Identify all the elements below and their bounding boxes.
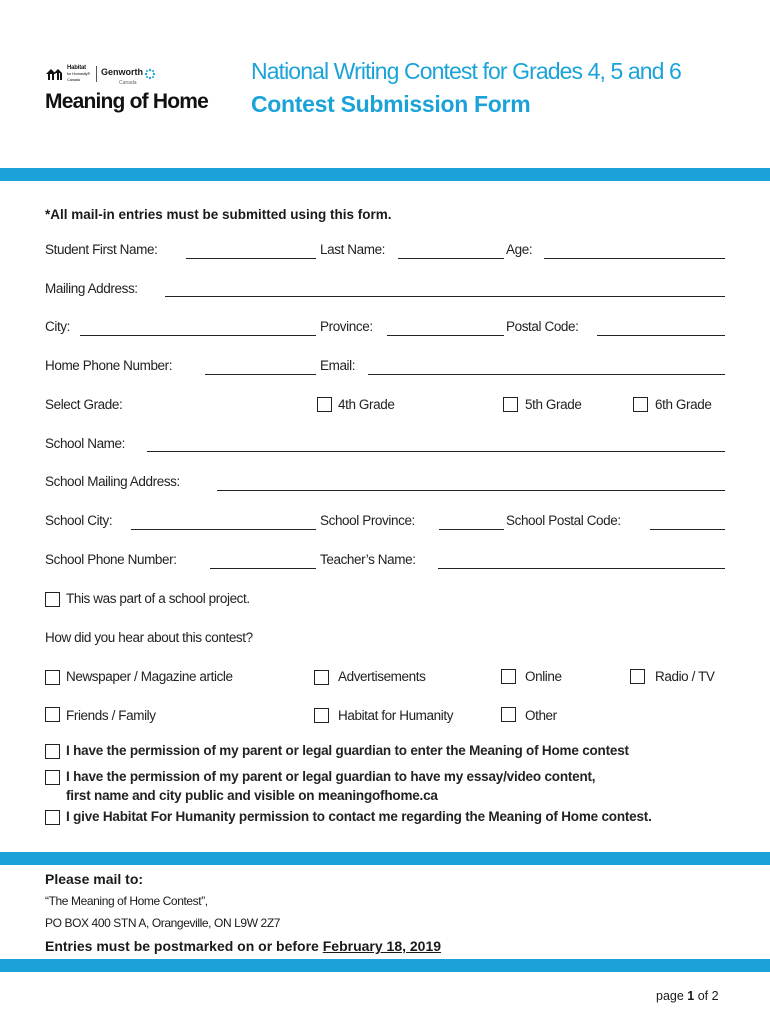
grade-6-label: 6th Grade — [655, 397, 712, 412]
postal-code-field[interactable] — [597, 335, 725, 336]
habitat-house-icon — [45, 67, 65, 81]
age-label: Age: — [506, 242, 533, 257]
school-phone-label: School Phone Number: — [45, 552, 177, 567]
mail-in-notice: *All mail-in entries must be submitted using this form. — [45, 207, 392, 222]
select-grade-label: Select Grade: — [45, 397, 123, 412]
form-subtitle: Contest Submission Form — [251, 91, 531, 117]
school-mailing-field[interactable] — [217, 490, 725, 491]
school-project-checkbox[interactable] — [45, 592, 60, 607]
email-field[interactable] — [368, 374, 725, 375]
first-name-field[interactable] — [186, 258, 316, 259]
school-postal-label: School Postal Code: — [506, 513, 621, 528]
friends-family-checkbox[interactable] — [45, 707, 60, 722]
first-name-label: Student First Name: — [45, 242, 158, 257]
online-label: Online — [525, 669, 562, 684]
permission-enter-label: I have the permission of my parent or legal guardian to enter the Meaning of Home contest — [66, 743, 629, 758]
teacher-name-field[interactable] — [438, 568, 725, 569]
middle-band — [0, 852, 770, 865]
permission-enter-checkbox[interactable] — [45, 744, 60, 759]
newspaper-label: Newspaper / Magazine article — [66, 669, 233, 684]
advertisements-label: Advertisements — [338, 669, 426, 684]
school-mailing-label: School Mailing Address: — [45, 474, 180, 489]
postal-code-label: Postal Code: — [506, 319, 579, 334]
last-name-field[interactable] — [398, 258, 504, 259]
genworth-flower-icon — [144, 68, 156, 80]
school-project-label: This was part of a school project. — [66, 591, 250, 606]
deadline-prefix: Entries must be postmarked on or before — [45, 938, 319, 954]
school-city-label: School City: — [45, 513, 113, 528]
school-name-label: School Name: — [45, 436, 125, 451]
permission-public-label-line1: I have the permission of my parent or legal guardian to have my essay/video content, — [66, 769, 596, 784]
advertisements-checkbox[interactable] — [314, 670, 329, 685]
school-postal-field[interactable] — [650, 529, 725, 530]
page-number: page 1 of 2 — [656, 989, 719, 1003]
habitat-checkbox[interactable] — [314, 708, 329, 723]
school-province-label: School Province: — [320, 513, 415, 528]
radio-tv-label: Radio / TV — [655, 669, 715, 684]
school-province-field[interactable] — [439, 529, 504, 530]
grade-6-checkbox[interactable] — [633, 397, 648, 412]
province-field[interactable] — [387, 335, 504, 336]
logo-row — [45, 62, 156, 86]
permission-contact-checkbox[interactable] — [45, 810, 60, 825]
mailing-address-field[interactable] — [165, 296, 725, 297]
radio-tv-checkbox[interactable] — [630, 669, 645, 684]
mailing-address-label: Mailing Address: — [45, 281, 138, 296]
genworth-logo: Genworth Canada — [101, 67, 143, 86]
email-label: Email: — [320, 358, 356, 373]
other-checkbox[interactable] — [501, 707, 516, 722]
logo-divider — [96, 66, 97, 82]
school-phone-field[interactable] — [210, 568, 316, 569]
grade-5-checkbox[interactable] — [503, 397, 518, 412]
friends-family-label: Friends / Family — [66, 708, 156, 723]
permission-public-checkbox[interactable] — [45, 770, 60, 785]
city-field[interactable] — [80, 335, 316, 336]
grade-4-checkbox[interactable] — [317, 397, 332, 412]
permission-contact-label: I give Habitat For Humanity permission to contact me regarding the Meaning of Home contest. — [66, 809, 652, 824]
school-name-field[interactable] — [147, 451, 725, 452]
brand-title: Meaning of Home — [45, 90, 209, 113]
mail-heading: Please mail to: — [45, 871, 144, 887]
deadline-note — [45, 938, 441, 954]
province-label: Province: — [320, 319, 373, 334]
hear-question: How did you hear about this contest? — [45, 630, 253, 645]
deadline-date: February 18, 2019 — [322, 938, 442, 954]
teacher-name-label: Teacher’s Name: — [320, 552, 416, 567]
permission-public-label-line2: first name and city public and visible on meaningofhome.ca — [66, 788, 438, 803]
city-label: City: — [45, 319, 71, 334]
online-checkbox[interactable] — [501, 669, 516, 684]
last-name-label: Last Name: — [320, 242, 386, 257]
home-phone-label: Home Phone Number: — [45, 358, 173, 373]
other-label: Other — [525, 708, 557, 723]
age-field[interactable] — [544, 258, 725, 259]
mail-address-line2: PO BOX 400 STN A, Orangeville, ON L9W 2Z7 — [45, 916, 281, 930]
grade-5-label: 5th Grade — [525, 397, 582, 412]
grade-4-label: 4th Grade — [338, 397, 395, 412]
home-phone-field[interactable] — [205, 374, 316, 375]
bottom-band — [0, 959, 770, 972]
habitat-logo-text: Habitat for Humanity® Canada — [67, 65, 91, 82]
newspaper-checkbox[interactable] — [45, 670, 60, 685]
mail-address-line1: “The Meaning of Home Contest”, — [45, 894, 208, 908]
habitat-label: Habitat for Humanity — [338, 708, 454, 723]
top-band — [0, 168, 770, 181]
form-title: National Writing Contest for Grades 4, 5 and 6 — [251, 58, 681, 84]
school-city-field[interactable] — [131, 529, 316, 530]
